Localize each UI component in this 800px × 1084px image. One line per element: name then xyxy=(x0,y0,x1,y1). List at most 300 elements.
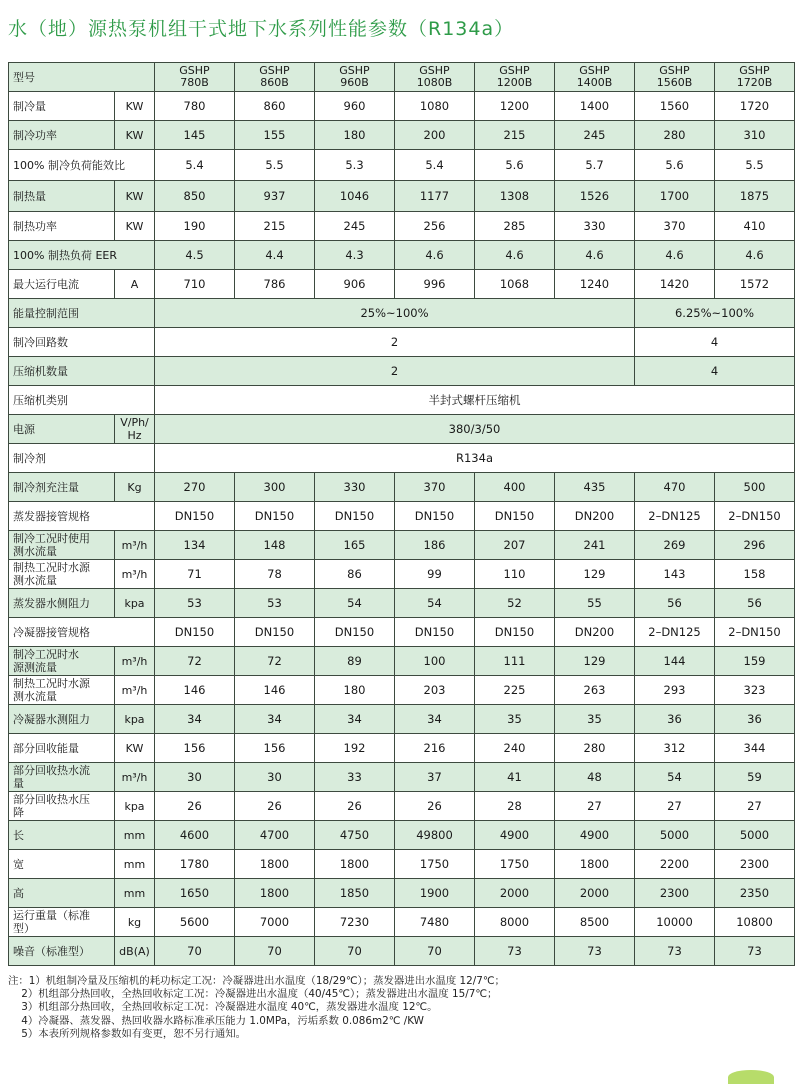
value-cell: 2000 xyxy=(555,879,635,908)
value-cell: 4900 xyxy=(475,821,555,850)
value-cell: 996 xyxy=(395,270,475,299)
row-unit-cell: m³/h xyxy=(115,763,155,792)
model-header-cell: GSHP 860B xyxy=(235,63,315,92)
row-unit-cell: V/Ph/ Hz xyxy=(115,415,155,444)
value-cell: 4.5 xyxy=(155,241,235,270)
row-label-cell: 制冷功率 xyxy=(9,121,115,150)
value-cell: 8000 xyxy=(475,908,555,937)
row-unit-cell: m³/h xyxy=(115,531,155,560)
value-cell: 4700 xyxy=(235,821,315,850)
value-cell: 73 xyxy=(555,937,635,966)
value-cell: 28 xyxy=(475,792,555,821)
footnote-line: 5）本表所列规格参数如有变更，恕不另行通知。 xyxy=(8,1027,247,1040)
value-cell: 5.3 xyxy=(315,150,395,181)
merged-value-cell: 380/3/50 xyxy=(155,415,795,444)
value-cell: 41 xyxy=(475,763,555,792)
value-cell: 200 xyxy=(395,121,475,150)
table-row xyxy=(9,328,795,357)
value-cell: 7000 xyxy=(235,908,315,937)
table-row xyxy=(9,212,795,241)
merged-value-cell: R134a xyxy=(155,444,795,473)
value-cell: 8500 xyxy=(555,908,635,937)
value-cell: 26 xyxy=(155,792,235,821)
value-cell: 470 xyxy=(635,473,715,502)
value-cell: 1526 xyxy=(555,181,635,212)
value-cell: 1080 xyxy=(395,92,475,121)
value-cell: 296 xyxy=(715,531,795,560)
value-cell: 156 xyxy=(235,734,315,763)
value-cell: 30 xyxy=(155,763,235,792)
value-cell: 937 xyxy=(235,181,315,212)
table-row xyxy=(9,150,795,181)
value-cell: 1800 xyxy=(555,850,635,879)
value-cell: 400 xyxy=(475,473,555,502)
row-label-cell: 冷凝器接管规格 xyxy=(9,618,155,647)
row-label-cell: 部分回收热水压 降 xyxy=(9,792,115,821)
row-label-cell: 制热工况时水源 测水流量 xyxy=(9,676,115,705)
table-row xyxy=(9,121,795,150)
value-cell: 860 xyxy=(235,92,315,121)
value-cell: 156 xyxy=(155,734,235,763)
value-cell: 269 xyxy=(635,531,715,560)
row-unit-cell: m³/h xyxy=(115,676,155,705)
value-cell: DN150 xyxy=(315,502,395,531)
value-cell: 52 xyxy=(475,589,555,618)
table-row xyxy=(9,705,795,734)
value-cell: 34 xyxy=(315,705,395,734)
table-row xyxy=(9,618,795,647)
value-cell: 2350 xyxy=(715,879,795,908)
row-label-cell: 宽 xyxy=(9,850,115,879)
value-cell: 1400 xyxy=(555,92,635,121)
value-cell: 180 xyxy=(315,676,395,705)
value-cell: 56 xyxy=(635,589,715,618)
value-cell: 111 xyxy=(475,647,555,676)
value-cell: 710 xyxy=(155,270,235,299)
value-cell: 70 xyxy=(235,937,315,966)
row-unit-cell: kpa xyxy=(115,792,155,821)
value-cell: 190 xyxy=(155,212,235,241)
value-cell: 4.4 xyxy=(235,241,315,270)
value-cell: 1800 xyxy=(235,850,315,879)
value-cell: 78 xyxy=(235,560,315,589)
value-cell: 5.6 xyxy=(635,150,715,181)
value-cell: 293 xyxy=(635,676,715,705)
value-cell: 10800 xyxy=(715,908,795,937)
value-cell: 26 xyxy=(235,792,315,821)
value-cell: 1900 xyxy=(395,879,475,908)
value-cell: DN150 xyxy=(315,618,395,647)
value-cell: 263 xyxy=(555,676,635,705)
row-label-cell: 蒸发器水侧阻力 xyxy=(9,589,115,618)
row-label-cell: 冷凝器水测阻力 xyxy=(9,705,115,734)
model-header-cell: GSHP 1560B xyxy=(635,63,715,92)
model-header-cell: GSHP 1720B xyxy=(715,63,795,92)
row-label-cell: 100% 制热负荷 EER xyxy=(9,241,155,270)
value-cell: 4.6 xyxy=(555,241,635,270)
header-label-cell: 型号 xyxy=(9,63,155,92)
merged-value-cell: 半封式螺杆压缩机 xyxy=(155,386,795,415)
row-unit-cell: m³/h xyxy=(115,647,155,676)
value-cell: 73 xyxy=(715,937,795,966)
table-row xyxy=(9,473,795,502)
row-unit-cell: dB(A) xyxy=(115,937,155,966)
table-row xyxy=(9,386,795,415)
value-cell: 5.5 xyxy=(715,150,795,181)
row-unit-cell: KW xyxy=(115,92,155,121)
value-cell: 1560 xyxy=(635,92,715,121)
table-row xyxy=(9,908,795,937)
value-cell: 35 xyxy=(555,705,635,734)
value-cell: 1800 xyxy=(315,850,395,879)
value-cell: 54 xyxy=(395,589,475,618)
value-cell: 1750 xyxy=(395,850,475,879)
row-label-cell: 部分回收热水流 量 xyxy=(9,763,115,792)
value-cell: 1068 xyxy=(475,270,555,299)
value-cell: 240 xyxy=(475,734,555,763)
value-cell: 500 xyxy=(715,473,795,502)
table-row xyxy=(9,531,795,560)
value-cell: 1308 xyxy=(475,181,555,212)
value-cell: DN150 xyxy=(395,618,475,647)
table-row xyxy=(9,270,795,299)
merged-value-cell: 4 xyxy=(635,357,795,386)
table-row xyxy=(9,734,795,763)
table-row xyxy=(9,299,795,328)
table-row xyxy=(9,792,795,821)
value-cell: 159 xyxy=(715,647,795,676)
value-cell: 1850 xyxy=(315,879,395,908)
row-label-cell: 噪音（标准型） xyxy=(9,937,115,966)
merged-value-cell: 4 xyxy=(635,328,795,357)
value-cell: 72 xyxy=(155,647,235,676)
value-cell: DN150 xyxy=(395,502,475,531)
value-cell: 49800 xyxy=(395,821,475,850)
footnote-line: 3）机组部分热回收，全热回收标定工况：冷凝器进水温度 40℃，蒸发器进水温度 12℃。 xyxy=(8,1001,438,1014)
model-header-cell: GSHP 780B xyxy=(155,63,235,92)
row-label-cell: 压缩机数量 xyxy=(9,357,155,386)
value-cell: 1200 xyxy=(475,92,555,121)
table-row xyxy=(9,647,795,676)
value-cell: 155 xyxy=(235,121,315,150)
value-cell: 310 xyxy=(715,121,795,150)
value-cell: 1800 xyxy=(235,879,315,908)
table-row xyxy=(9,879,795,908)
value-cell: 1750 xyxy=(475,850,555,879)
value-cell: DN200 xyxy=(555,618,635,647)
table-row xyxy=(9,415,795,444)
value-cell: 158 xyxy=(715,560,795,589)
value-cell: 53 xyxy=(235,589,315,618)
value-cell: 129 xyxy=(555,647,635,676)
value-cell: 203 xyxy=(395,676,475,705)
row-label-cell: 制冷回路数 xyxy=(9,328,155,357)
value-cell: 165 xyxy=(315,531,395,560)
table-row xyxy=(9,241,795,270)
value-cell: 71 xyxy=(155,560,235,589)
merged-value-cell: 25%~100% xyxy=(155,299,635,328)
value-cell: 134 xyxy=(155,531,235,560)
value-cell: 56 xyxy=(715,589,795,618)
value-cell: 2000 xyxy=(475,879,555,908)
table-header-row xyxy=(9,63,795,92)
value-cell: 435 xyxy=(555,473,635,502)
value-cell: 146 xyxy=(235,676,315,705)
value-cell: 110 xyxy=(475,560,555,589)
row-label-cell: 100% 制冷负荷能效比 xyxy=(9,150,155,181)
row-unit-cell: KW xyxy=(115,121,155,150)
value-cell: 280 xyxy=(555,734,635,763)
row-label-cell: 长 xyxy=(9,821,115,850)
value-cell: 245 xyxy=(555,121,635,150)
value-cell: 225 xyxy=(475,676,555,705)
table-row xyxy=(9,676,795,705)
value-cell: 1572 xyxy=(715,270,795,299)
value-cell: 5.4 xyxy=(155,150,235,181)
value-cell: 216 xyxy=(395,734,475,763)
spec-table-container xyxy=(8,62,794,966)
value-cell: 2–DN125 xyxy=(635,618,715,647)
value-cell: 5.6 xyxy=(475,150,555,181)
value-cell: 192 xyxy=(315,734,395,763)
value-cell: 7480 xyxy=(395,908,475,937)
value-cell: DN200 xyxy=(555,502,635,531)
row-label-cell: 压缩机类别 xyxy=(9,386,155,415)
value-cell: 1720 xyxy=(715,92,795,121)
table-row xyxy=(9,850,795,879)
footnote-line: 2）机组部分热回收，全热回收标定工况：冷凝器进出水温度（40/45℃）；蒸发器进出水温度 15/7℃； xyxy=(8,988,498,1001)
value-cell: 36 xyxy=(715,705,795,734)
value-cell: 7230 xyxy=(315,908,395,937)
value-cell: 270 xyxy=(155,473,235,502)
value-cell: 48 xyxy=(555,763,635,792)
row-unit-cell: kpa xyxy=(115,705,155,734)
value-cell: 34 xyxy=(155,705,235,734)
row-label-cell: 制冷剂充注量 xyxy=(9,473,115,502)
row-label-cell: 制冷工况时使用 测水流量 xyxy=(9,531,115,560)
value-cell: 143 xyxy=(635,560,715,589)
value-cell: 129 xyxy=(555,560,635,589)
value-cell: 4.6 xyxy=(635,241,715,270)
value-cell: DN150 xyxy=(155,618,235,647)
value-cell: 370 xyxy=(635,212,715,241)
value-cell: 1177 xyxy=(395,181,475,212)
model-header-cell: GSHP 1080B xyxy=(395,63,475,92)
value-cell: 2300 xyxy=(635,879,715,908)
value-cell: 100 xyxy=(395,647,475,676)
row-unit-cell: m³/h xyxy=(115,560,155,589)
value-cell: 4750 xyxy=(315,821,395,850)
value-cell: 10000 xyxy=(635,908,715,937)
row-unit-cell: kpa xyxy=(115,589,155,618)
value-cell: 1650 xyxy=(155,879,235,908)
row-label-cell: 蒸发器接管规格 xyxy=(9,502,155,531)
value-cell: 144 xyxy=(635,647,715,676)
row-label-cell: 制冷工况时水 源测流量 xyxy=(9,647,115,676)
value-cell: 99 xyxy=(395,560,475,589)
table-row xyxy=(9,92,795,121)
value-cell: 145 xyxy=(155,121,235,150)
value-cell: 35 xyxy=(475,705,555,734)
spec-table xyxy=(8,62,795,966)
value-cell: DN150 xyxy=(475,502,555,531)
table-row xyxy=(9,821,795,850)
value-cell: 27 xyxy=(635,792,715,821)
value-cell: 26 xyxy=(315,792,395,821)
value-cell: 5600 xyxy=(155,908,235,937)
value-cell: 960 xyxy=(315,92,395,121)
page-title: 水（地）源热泵机组干式地下水系列性能参数（R134a） xyxy=(8,18,515,40)
value-cell: 55 xyxy=(555,589,635,618)
row-label-cell: 部分回收能量 xyxy=(9,734,115,763)
value-cell: 180 xyxy=(315,121,395,150)
value-cell: 1420 xyxy=(635,270,715,299)
value-cell: 5.7 xyxy=(555,150,635,181)
model-header-cell: GSHP 960B xyxy=(315,63,395,92)
value-cell: 850 xyxy=(155,181,235,212)
value-cell: 5.5 xyxy=(235,150,315,181)
value-cell: 54 xyxy=(635,763,715,792)
value-cell: 330 xyxy=(555,212,635,241)
row-label-cell: 最大运行电流 xyxy=(9,270,115,299)
value-cell: 37 xyxy=(395,763,475,792)
value-cell: 148 xyxy=(235,531,315,560)
value-cell: 2300 xyxy=(715,850,795,879)
value-cell: 2–DN125 xyxy=(635,502,715,531)
value-cell: 323 xyxy=(715,676,795,705)
footnotes xyxy=(8,975,794,1041)
value-cell: 86 xyxy=(315,560,395,589)
value-cell: 54 xyxy=(315,589,395,618)
row-unit-cell: kg xyxy=(115,908,155,937)
value-cell: 4900 xyxy=(555,821,635,850)
value-cell: 70 xyxy=(155,937,235,966)
row-unit-cell: mm xyxy=(115,850,155,879)
row-label-cell: 制热工况时水源 测水流量 xyxy=(9,560,115,589)
value-cell: 89 xyxy=(315,647,395,676)
value-cell: 4600 xyxy=(155,821,235,850)
value-cell: 215 xyxy=(235,212,315,241)
merged-value-cell: 6.25%~100% xyxy=(635,299,795,328)
table-row xyxy=(9,357,795,386)
value-cell: 70 xyxy=(315,937,395,966)
value-cell: 1780 xyxy=(155,850,235,879)
value-cell: 26 xyxy=(395,792,475,821)
value-cell: 344 xyxy=(715,734,795,763)
value-cell: 186 xyxy=(395,531,475,560)
value-cell: 34 xyxy=(235,705,315,734)
row-label-cell: 电源 xyxy=(9,415,115,444)
model-header-cell: GSHP 1200B xyxy=(475,63,555,92)
table-row xyxy=(9,763,795,792)
value-cell: 1700 xyxy=(635,181,715,212)
row-unit-cell: KW xyxy=(115,734,155,763)
value-cell: 73 xyxy=(635,937,715,966)
value-cell: 330 xyxy=(315,473,395,502)
value-cell: 780 xyxy=(155,92,235,121)
value-cell: 27 xyxy=(555,792,635,821)
value-cell: 245 xyxy=(315,212,395,241)
value-cell: 72 xyxy=(235,647,315,676)
value-cell: 4.6 xyxy=(395,241,475,270)
row-unit-cell: KW xyxy=(115,212,155,241)
value-cell: 241 xyxy=(555,531,635,560)
value-cell: 207 xyxy=(475,531,555,560)
value-cell: 410 xyxy=(715,212,795,241)
value-cell: 215 xyxy=(475,121,555,150)
row-unit-cell: A xyxy=(115,270,155,299)
row-label-cell: 制热功率 xyxy=(9,212,115,241)
value-cell: 5000 xyxy=(635,821,715,850)
value-cell: 2–DN150 xyxy=(715,618,795,647)
table-row xyxy=(9,181,795,212)
table-row xyxy=(9,502,795,531)
row-unit-cell: Kg xyxy=(115,473,155,502)
value-cell: DN150 xyxy=(235,502,315,531)
row-label-cell: 制冷剂 xyxy=(9,444,155,473)
value-cell: 33 xyxy=(315,763,395,792)
row-label-cell: 能量控制范围 xyxy=(9,299,155,328)
value-cell: 256 xyxy=(395,212,475,241)
value-cell: 280 xyxy=(635,121,715,150)
value-cell: 146 xyxy=(155,676,235,705)
value-cell: DN150 xyxy=(475,618,555,647)
value-cell: 370 xyxy=(395,473,475,502)
value-cell: 1046 xyxy=(315,181,395,212)
value-cell: DN150 xyxy=(155,502,235,531)
value-cell: 2–DN150 xyxy=(715,502,795,531)
row-label-cell: 制冷量 xyxy=(9,92,115,121)
value-cell: 30 xyxy=(235,763,315,792)
table-row xyxy=(9,444,795,473)
value-cell: 70 xyxy=(395,937,475,966)
value-cell: 36 xyxy=(635,705,715,734)
row-label-cell: 制热量 xyxy=(9,181,115,212)
value-cell: 73 xyxy=(475,937,555,966)
value-cell: DN150 xyxy=(235,618,315,647)
row-unit-cell: mm xyxy=(115,821,155,850)
value-cell: 312 xyxy=(635,734,715,763)
merged-value-cell: 2 xyxy=(155,357,635,386)
value-cell: 786 xyxy=(235,270,315,299)
value-cell: 53 xyxy=(155,589,235,618)
value-cell: 4.3 xyxy=(315,241,395,270)
value-cell: 1240 xyxy=(555,270,635,299)
table-row xyxy=(9,589,795,618)
model-header-cell: GSHP 1400B xyxy=(555,63,635,92)
value-cell: 906 xyxy=(315,270,395,299)
value-cell: 4.6 xyxy=(475,241,555,270)
row-label-cell: 运行重量（标准 型） xyxy=(9,908,115,937)
value-cell: 285 xyxy=(475,212,555,241)
row-label-cell: 高 xyxy=(9,879,115,908)
table-row xyxy=(9,937,795,966)
footnote-line: 4）冷凝器、蒸发器、热回收器水路标准承压能力 1.0MPa，污垢系数 0.086m2℃ /KW xyxy=(8,1014,424,1027)
value-cell: 59 xyxy=(715,763,795,792)
footnote-line: 注：1）机组制冷量及压缩机的耗功标定工况：冷凝器进出水温度（18/29℃）；蒸发器进出水温度 12/7℃； xyxy=(8,975,505,987)
value-cell: 5.4 xyxy=(395,150,475,181)
table-row xyxy=(9,560,795,589)
row-unit-cell: mm xyxy=(115,879,155,908)
value-cell: 5000 xyxy=(715,821,795,850)
value-cell: 300 xyxy=(235,473,315,502)
merged-value-cell: 2 xyxy=(155,328,635,357)
row-unit-cell: KW xyxy=(115,181,155,212)
value-cell: 27 xyxy=(715,792,795,821)
value-cell: 34 xyxy=(395,705,475,734)
value-cell: 4.6 xyxy=(715,241,795,270)
value-cell: 1875 xyxy=(715,181,795,212)
